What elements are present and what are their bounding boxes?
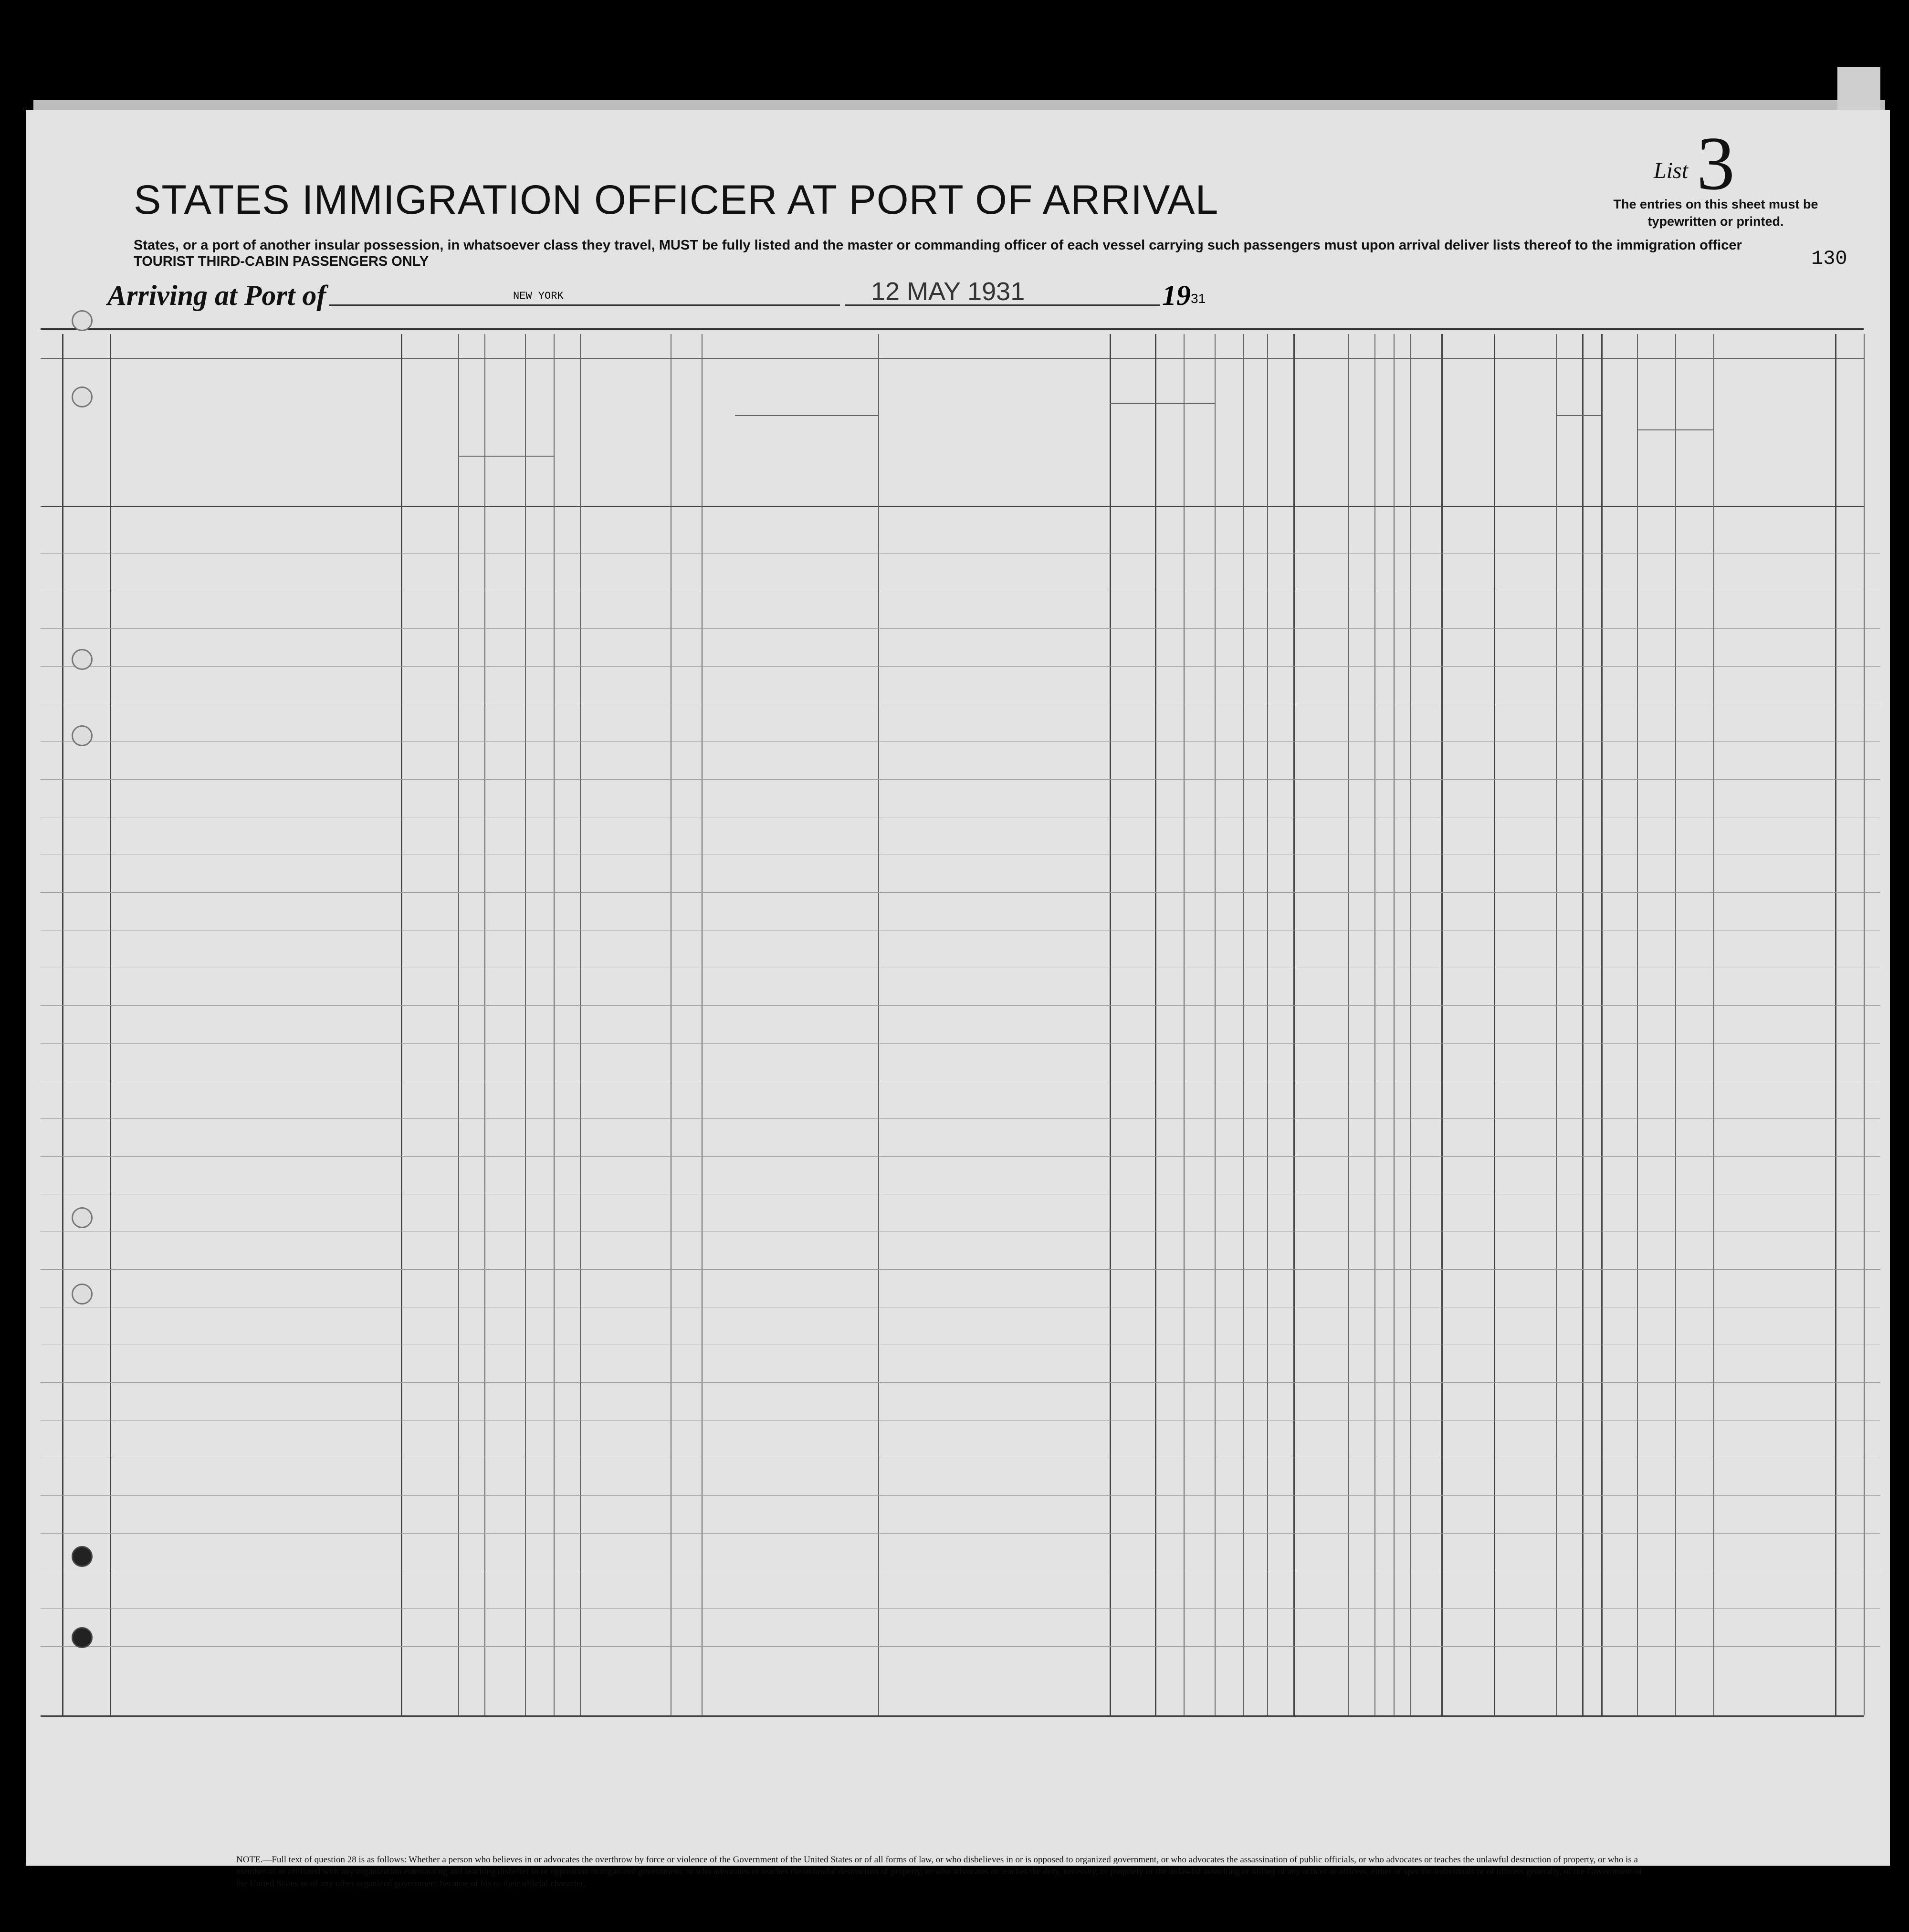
- row-rule: [41, 1608, 1880, 1609]
- col19-header: [556, 363, 577, 501]
- form-number: 14—430: [1071, 1925, 1093, 1932]
- column-rule: [110, 334, 111, 1715]
- column-rule: [1675, 334, 1676, 1715]
- col28-header: [1296, 363, 1346, 501]
- column-rule: [458, 334, 459, 1715]
- port-line: [329, 304, 840, 306]
- punch-hole: [72, 649, 93, 670]
- column-rule: [1410, 334, 1411, 1715]
- row-rule: [41, 741, 1880, 742]
- punch-hole: [72, 1284, 93, 1305]
- header-subrule: [1556, 415, 1601, 416]
- column-rule: [1348, 334, 1349, 1715]
- column-rule: [1582, 334, 1584, 1715]
- column-rule: [702, 334, 703, 1715]
- column-rule: [1215, 334, 1216, 1715]
- year-suffix: 31: [1191, 291, 1206, 306]
- punch-hole: [72, 1546, 93, 1567]
- column-rule: [1637, 334, 1638, 1715]
- column-rule: [525, 334, 526, 1715]
- footnote: NOTE.—Full text of question 28 is as follows: Whether a person who believes in or advocates the overthrow by force or violence of the Government of the United States or of all forms of law, or who disbelieves in or is opposed to organized government, or who advocates the assassination of public officials, or who advocates or teaches the unlawful destruction of property, or who is a member of or affiliated with any organization entertaining and teaching disbelief in or opposition to organized government, or who advocates or teaches the unlawful destruction of property, or who advocates or teaches the duty, necessity, or propriety of the unlawful assaulting or killing of any officer or officers, either of specific individuals or of officers generally, of the Government of the United States or of any other organized government because of his or their official character.: [236, 1855, 1643, 1889]
- column-rule: [878, 334, 879, 1715]
- column-rule: [1864, 334, 1865, 1715]
- manifest-sheet: [26, 110, 1890, 1932]
- row-rule: [41, 1533, 1880, 1534]
- col21-header: [673, 363, 699, 501]
- list-number: 3: [1697, 121, 1735, 206]
- row-rule: [41, 1043, 1880, 1044]
- form-instruction: States, or a port of another insular possession, in whatsoever class they travel, MUST be fully listed and the master or commanding officer of each vessel carrying such passengers must upon arrival deliver lists thereof to the immigration officer: [134, 238, 1742, 253]
- row-rule: [41, 779, 1880, 780]
- table-bottom-rule: [41, 1715, 1864, 1717]
- list-label: List: [1654, 158, 1689, 183]
- row-rule: [41, 1269, 1880, 1270]
- arriving-label: Arriving at Port of: [107, 280, 326, 311]
- sheet-number: 130: [1811, 247, 1847, 270]
- form-class-note: TOURIST THIRD-CABIN PASSENGERS ONLY: [134, 254, 429, 269]
- column-rule: [554, 334, 555, 1715]
- column-rule: [401, 334, 402, 1715]
- column-rule: [1494, 334, 1495, 1715]
- column-rule: [1374, 334, 1375, 1715]
- column-rule: [1394, 334, 1395, 1715]
- col24a-header: [1114, 363, 1153, 501]
- column-rule: [1184, 334, 1185, 1715]
- column-rule: [1835, 334, 1836, 1715]
- column-rule: [484, 334, 485, 1715]
- col26-header: [1246, 363, 1265, 501]
- punch-hole: [72, 1627, 93, 1648]
- column-rule: [1713, 334, 1714, 1715]
- punch-hole: [72, 386, 93, 407]
- header-subrule: [735, 415, 878, 416]
- punch-hole: [72, 310, 93, 331]
- column-rule: [1243, 334, 1244, 1715]
- row-rule: [41, 892, 1880, 893]
- col30-header: [1376, 363, 1392, 501]
- row-rule: [41, 666, 1880, 667]
- column-rule: [1155, 334, 1156, 1715]
- row-rule: [41, 1005, 1880, 1006]
- col31-header: [1395, 363, 1410, 501]
- column-rule: [1441, 334, 1443, 1715]
- column-rule: [1556, 334, 1557, 1715]
- header-bottom-rule: [41, 506, 1864, 507]
- table-top-rule: [41, 328, 1864, 330]
- list-note: The entries on this sheet must be typewritten or printed.: [1613, 197, 1818, 229]
- port-value: NEW YORK: [513, 290, 564, 302]
- punch-hole: [72, 1207, 93, 1228]
- header-subrule: [458, 456, 554, 457]
- form-title: STATES IMMIGRATION OFFICER AT PORT OF ARRIVAL: [134, 177, 1219, 223]
- column-rule: [1110, 334, 1111, 1715]
- column-rule: [1601, 334, 1603, 1715]
- col24c-header: [1186, 363, 1212, 501]
- header-rule: [41, 358, 1864, 359]
- col29-header: [1351, 363, 1374, 501]
- column-rule: [1267, 334, 1268, 1715]
- col27-header: [1269, 363, 1289, 501]
- punch-hole: [72, 725, 93, 746]
- column-rule: [62, 334, 63, 1715]
- row-rule: [41, 1118, 1880, 1119]
- row-rule: [41, 1646, 1880, 1647]
- row-rule: [41, 1495, 1880, 1496]
- row-rule: [41, 1156, 1880, 1157]
- column-rule: [580, 334, 581, 1715]
- header-subrule: [1637, 429, 1713, 430]
- row-rule: [41, 1382, 1880, 1383]
- col24b-header: [1156, 363, 1182, 501]
- row-rule: [41, 628, 1880, 629]
- date-stamp: 12 MAY 1931: [871, 277, 1025, 306]
- column-rule: [1293, 334, 1295, 1715]
- col25-header: [1217, 363, 1243, 501]
- year-prefix: 19: [1162, 280, 1191, 311]
